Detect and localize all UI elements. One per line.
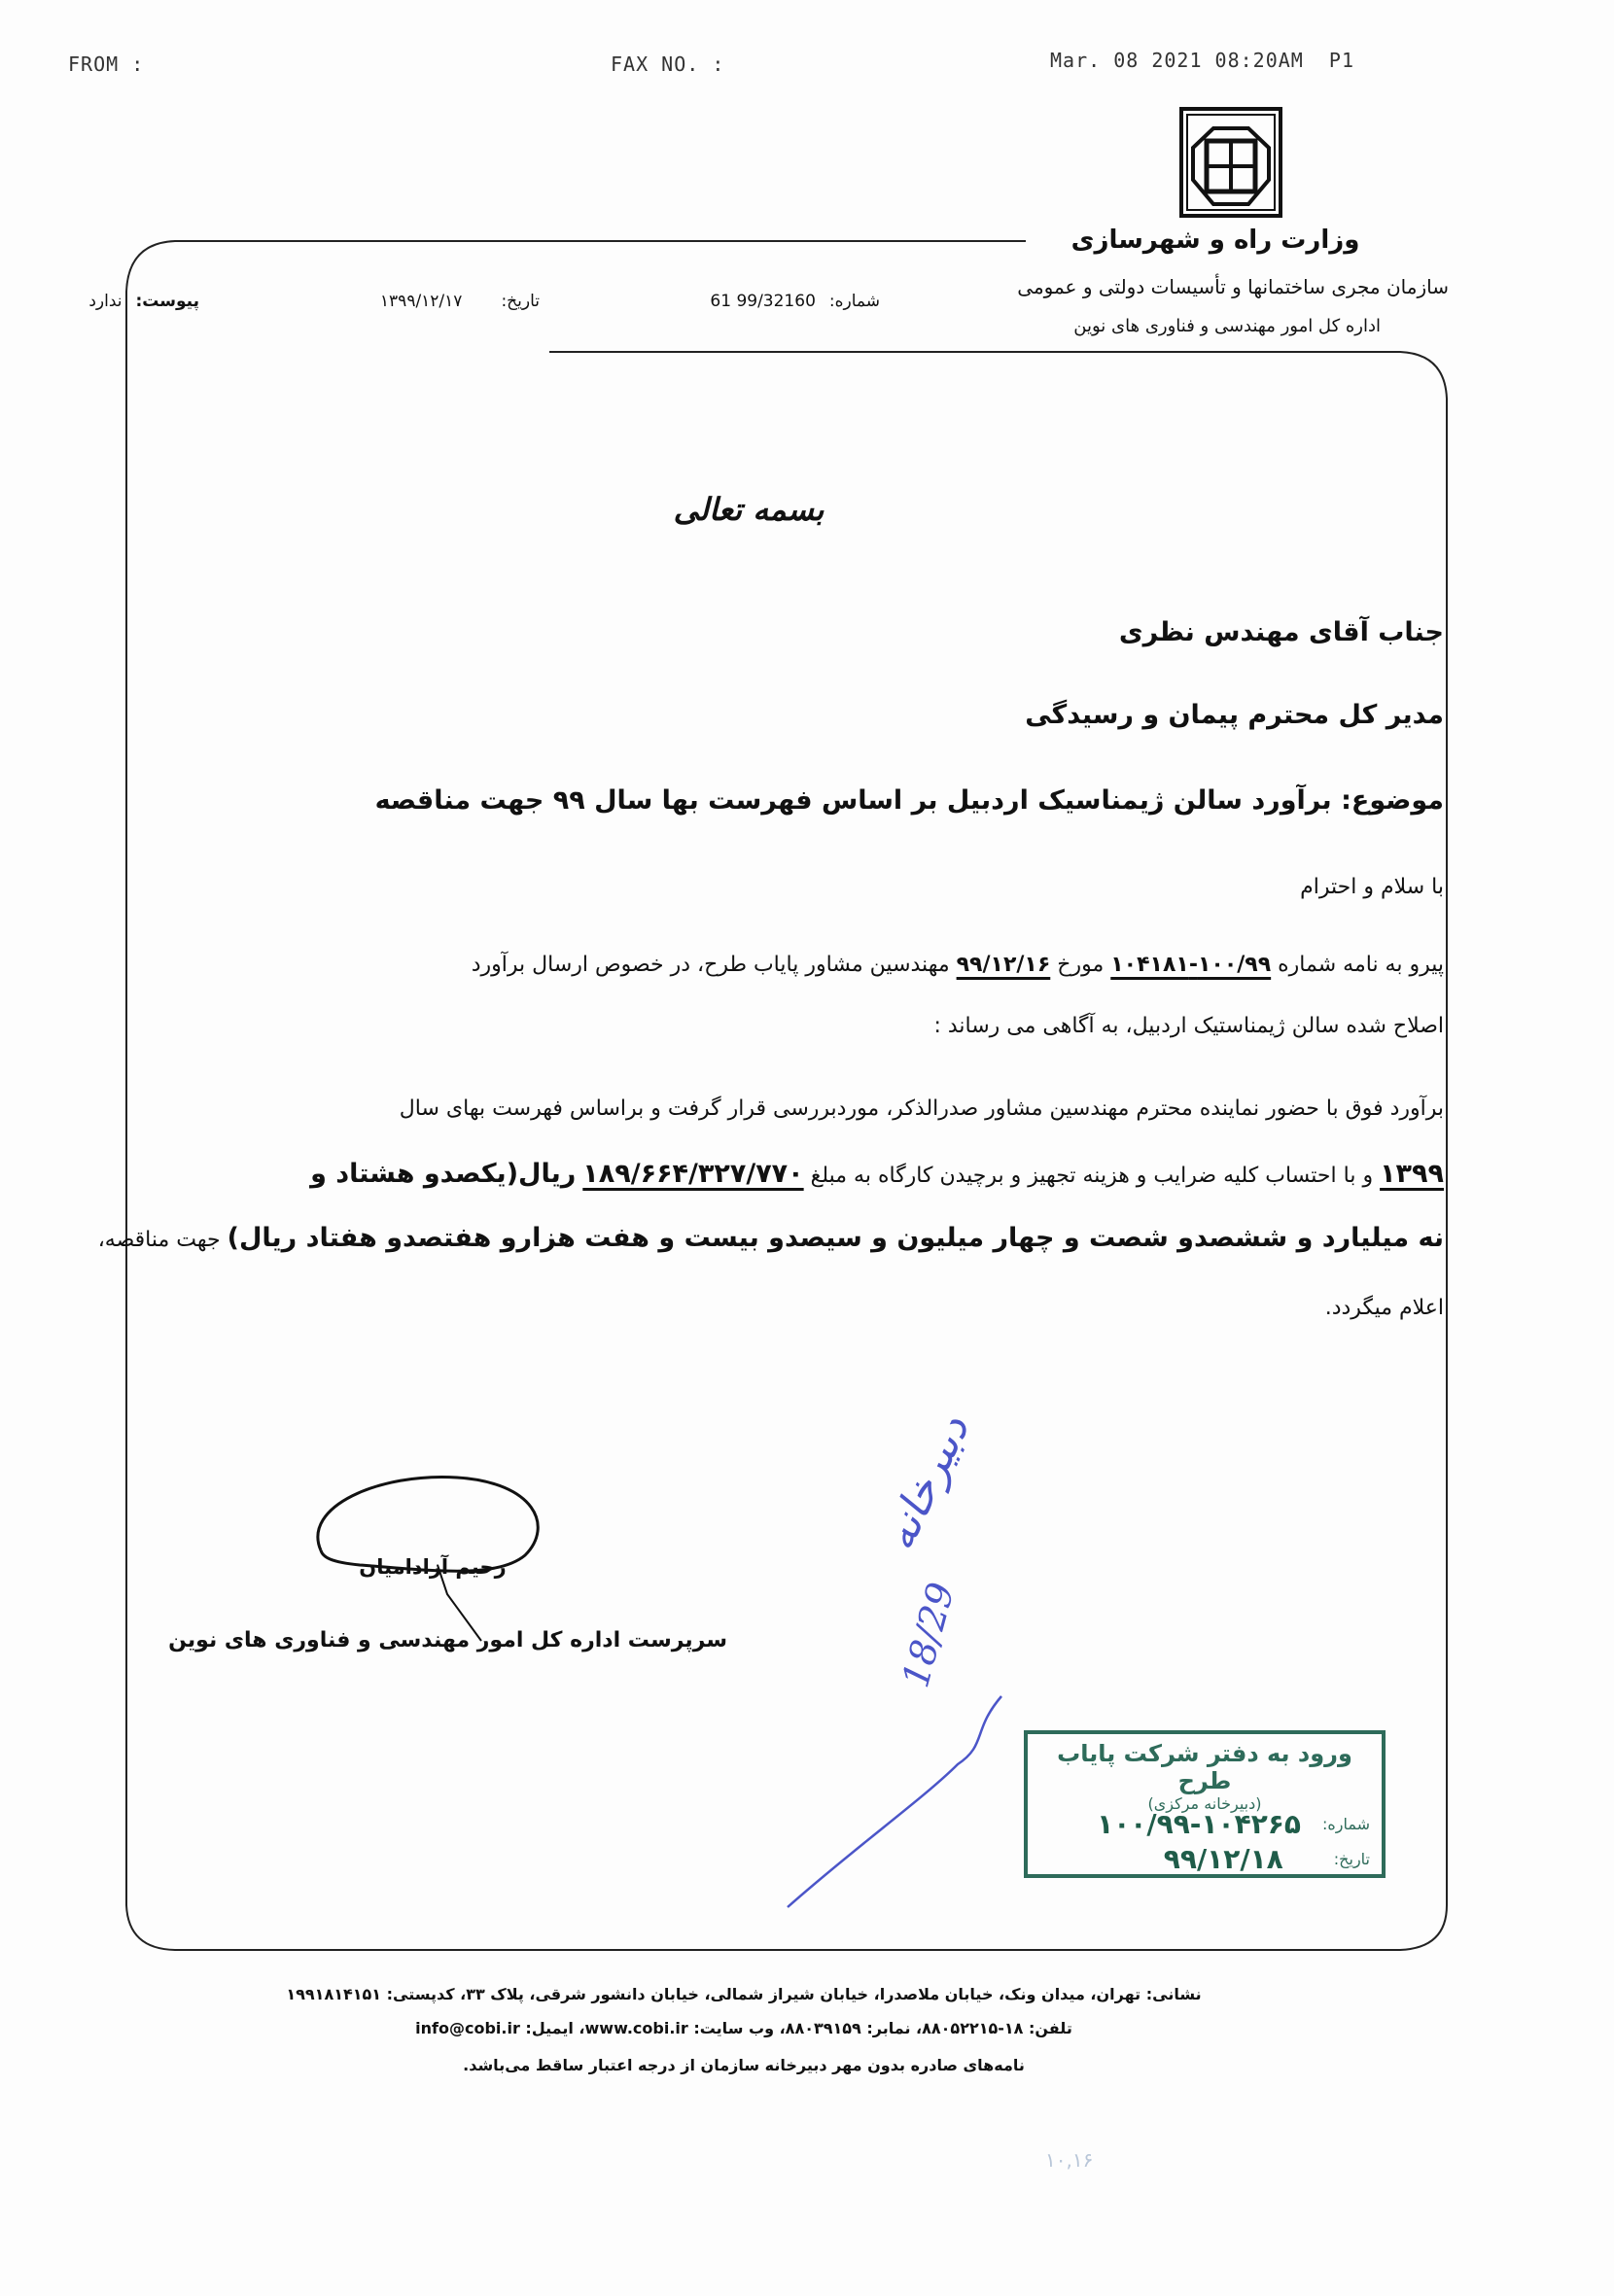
invocation: بسمه تعالی — [673, 491, 825, 528]
p2-amount-words: ریال(یکصدو هشتاد و — [310, 1159, 577, 1189]
footer-address: نشانی: تهران، میدان ونک، خیابان ملاصدرا، خیابان شیراز شمالی، خیابان دانشور شرقی، پلاک ۳۳، کدپستی: ۱۹۹۱۸۱۴۱۵۱ — [286, 1985, 1202, 2003]
margin-note: ۱۰,۱۶ — [1045, 2148, 1094, 2172]
ministry-name: وزارت راه و شهرسازی — [1070, 226, 1360, 255]
handwritten-note: دبیرخانه — [873, 1408, 979, 1558]
p1-text-b: مورخ — [1057, 953, 1105, 977]
p1-text-a: پیرو به نامه شماره — [1278, 953, 1444, 977]
reference-number — [710, 292, 880, 311]
organization-name: سازمان مجری ساختمانها و تأسیسات دولتی و عمومی — [1017, 275, 1449, 298]
p1-reference-date: ۹۹/۱۲/۱۶ — [956, 953, 1051, 977]
addressee-name: جناب آقای مهندس نظری — [1118, 617, 1444, 647]
stamp-subtitle: (دبیرخانه مرکزی) — [1147, 1794, 1262, 1813]
p2-amount-words-cont: نه میلیارد و ششصدو شصت و چهار میلیون و سیصدو بیست و هفت هزارو هفتصدو هفتاد ریال) — [227, 1223, 1444, 1253]
fax-from: FROM : — [68, 52, 145, 76]
stamp-date-label: تاریخ: — [1333, 1850, 1370, 1868]
paragraph-2-line-1: برآورد فوق با حضور نماینده محترم مهندسین مشاور صدرالذکر، موردبررسی قرار گرفت و براساس فهرست بهای سال — [399, 1096, 1444, 1121]
p1-reference-number: ۱۰۰/۹۹-۱۰۴۱۸۱ — [1110, 953, 1272, 977]
footer-contact: تلفن: ۱۸-۸۸۰۵۲۲۱۵، نمابر: ۸۸۰۳۹۱۵۹، وب سایت: www.cobi.ir، ایمیل: info@cobi.ir — [415, 2019, 1072, 2037]
handwritten-number: 18/29 — [894, 1578, 964, 1692]
subject-line: موضوع: برآورد سالن ژیمناسیک اردبیل بر اساس فهرست بها سال ۹۹ جهت مناقصه — [374, 785, 1444, 816]
p2-tail: جهت مناقصه، — [97, 1228, 221, 1252]
reference-date-label: تاریخ: — [501, 292, 540, 311]
stamp-title: ورود به دفتر شرکت پایاب طرح — [1057, 1740, 1352, 1794]
reference-number-value: 61 99/32160 — [710, 292, 816, 311]
received-stamp — [1024, 1730, 1386, 1878]
paragraph-2-line-4: اعلام میگردد. — [1324, 1296, 1444, 1320]
fax-time: Mar. 08 2021 08:20AM — [1050, 49, 1304, 72]
paragraph-2-line-2 — [310, 1159, 1444, 1189]
greeting: با سلام و احترام — [1300, 875, 1444, 899]
p1-text-c: مهندسین مشاور پایاب طرح، در خصوص ارسال برآورد — [471, 953, 950, 977]
department-name: اداره کل امور مهندسی و فناوری های نوین — [1073, 316, 1381, 336]
paragraph-1-line-1 — [472, 953, 1444, 977]
p2-amount: ۱۸۹/۶۶۴/۳۲۷/۷۷۰ — [582, 1159, 804, 1189]
signatory-title: سرپرست اداره کل امور مهندسی و فناوری های نوین — [168, 1628, 727, 1652]
p2-year: ۱۳۹۹ — [1380, 1159, 1444, 1189]
paragraph-1-line-2: اصلاح شده سالن ژیمناستیک اردبیل، به آگاهی می رساند : — [933, 1014, 1444, 1038]
fax-number: FAX NO. : — [611, 52, 725, 76]
p2-text: و با احتساب کلیه ضرایب و هزینه تجهیز و برچیدن کارگاه به مبلغ — [810, 1164, 1374, 1188]
paragraph-2-line-3 — [98, 1223, 1444, 1253]
signatory-name: رحیم آزادامیان — [359, 1555, 507, 1579]
reference-attachment — [88, 292, 199, 311]
reference-number-label: شماره: — [828, 292, 880, 311]
reference-date-value: ۱۳۹۹/۱۲/۱۷ — [379, 292, 463, 311]
footer-notice: نامه‌های صادره بدون مهر دبیرخانه سازمان از درجه اعتبار ساقط می‌باشد. — [463, 2056, 1025, 2074]
reference-date — [380, 292, 540, 311]
handwritten-stroke-icon — [778, 1691, 1021, 1915]
stamp-number: ۱۰۰/۹۹-۱۰۴۲۶۵ — [1097, 1808, 1301, 1840]
stamp-number-label: شماره: — [1321, 1815, 1370, 1833]
attachment-value: ندارد — [88, 292, 123, 311]
fax-page: P1 — [1328, 49, 1355, 72]
stamp-date: ۹۹/۱۲/۱۸ — [1163, 1843, 1283, 1875]
attachment-label: پیوست: — [135, 292, 199, 311]
addressee-title: مدیر کل محترم پیمان و رسیدگی — [1025, 700, 1444, 730]
